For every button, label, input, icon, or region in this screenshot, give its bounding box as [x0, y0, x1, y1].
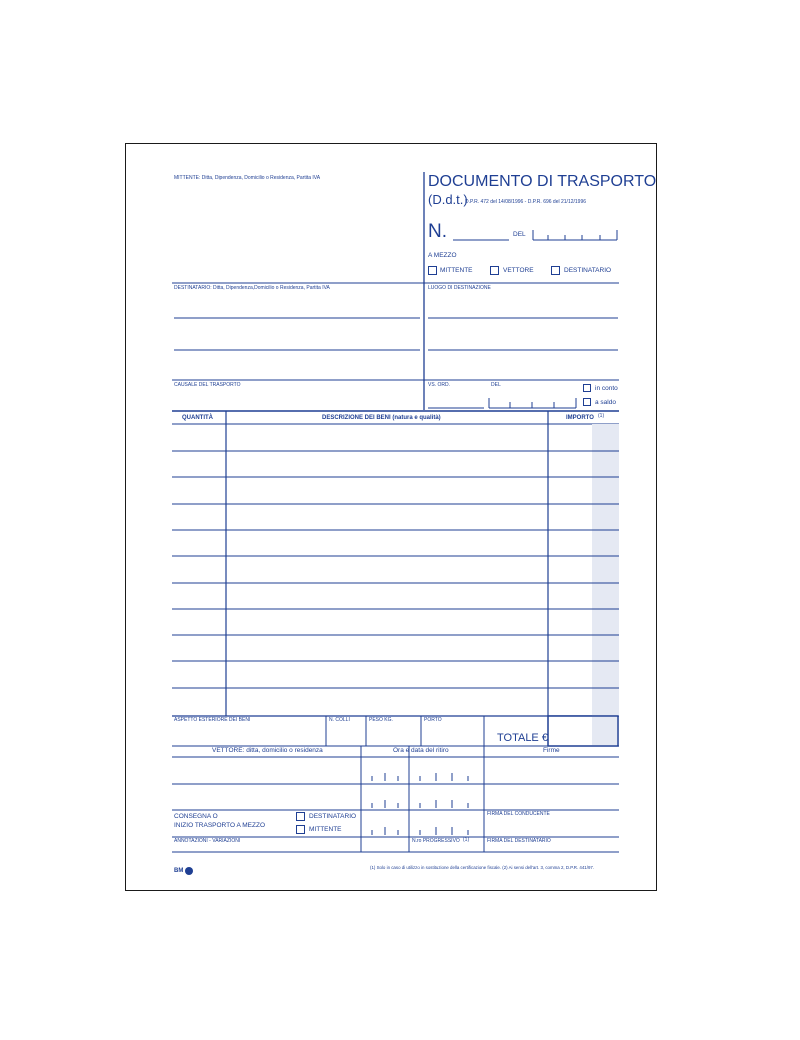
delivery-label-line2: INIZIO TRASPORTO A MEZZO: [174, 822, 266, 829]
recipient-signature-label: FIRMA DEL DESTINATARIO: [487, 838, 551, 844]
progressive-label: N.ro PROGRESSIVO: [412, 838, 460, 844]
checkbox-destinatario[interactable]: [551, 266, 560, 275]
checkbox-a-saldo[interactable]: [583, 398, 591, 406]
brand-logo: BM: [174, 868, 184, 874]
progressive-note: (1): [463, 837, 470, 843]
option-mittente: MITTENTE: [440, 267, 473, 274]
footnote: (1) Solo in caso di utilizzo in sostituzione della certificazione fiscale. (2) Ai sensi dell'art. 3, comma 2, D.P.R. 441/97.: [370, 865, 595, 870]
checkbox-in-conto[interactable]: [583, 384, 591, 392]
option-destinatario: DESTINATARIO: [564, 267, 612, 274]
reason-label: CAUSALE DEL TRASPORTO: [174, 382, 241, 388]
checkbox-vettore[interactable]: [490, 266, 499, 275]
notes-label: ANNOTAZIONI - VARIAZIONI: [174, 838, 241, 844]
sender-label: MITTENTE: Ditta, Dipendenza, Domicilio o Residenza, Partita IVA: [174, 175, 321, 181]
pickup-label: Ora e data del ritiro: [393, 747, 449, 754]
recipient-label: DESTINATARIO: Ditta, Dipendenza,Domicilio o Residenza, Partita IVA: [174, 285, 330, 291]
delivery-option-mittente: MITTENTE: [309, 826, 342, 833]
ddt-subtitle: (D.d.t.): [428, 192, 468, 207]
number-label: N.: [428, 221, 447, 242]
col-amount-note: (1): [598, 413, 605, 419]
decree-reference: D.P.R. 472 del 14/08/1996 - D.P.R. 696 del 21/12/1996: [465, 199, 587, 205]
order-ref-label: VS. ORD.: [428, 382, 450, 388]
total-label: TOTALE €: [497, 732, 548, 744]
option-in-conto: in conto: [595, 385, 618, 392]
delivery-label-line1: CONSEGNA O: [174, 813, 218, 820]
port-label: PORTO: [424, 717, 442, 723]
destination-label: LUOGO DI DESTINAZIONE: [428, 285, 491, 291]
col-description: DESCRIZIONE DEI BENI (natura e qualità): [322, 415, 441, 421]
carrier-label: VETTORE: ditta, domicilio o residenza: [212, 747, 323, 754]
col-quantity: QUANTITÀ: [182, 415, 213, 421]
appearance-label: ASPETTO ESTERIORE DEI BENI: [174, 717, 251, 723]
date-label: DEL: [513, 231, 526, 238]
order-date-label: DEL: [491, 382, 501, 388]
col-amount: IMPORTO: [566, 415, 594, 421]
document-title: DOCUMENTO DI TRASPORTO: [428, 173, 657, 190]
option-a-saldo: a saldo: [595, 399, 616, 406]
signatures-label: Firme: [543, 747, 560, 754]
checkbox-delivery-destinatario[interactable]: [296, 812, 305, 821]
checkbox-delivery-mittente[interactable]: [296, 825, 305, 834]
transport-by-label: A MEZZO: [428, 252, 457, 259]
weight-label: PESO KG.: [369, 717, 393, 723]
delivery-option-destinatario: DESTINATARIO: [309, 813, 357, 820]
driver-signature-label: FIRMA DEL CONDUCENTE: [487, 811, 550, 817]
option-vettore: VETTORE: [503, 267, 534, 274]
checkbox-mittente[interactable]: [428, 266, 437, 275]
packages-label: N. COLLI: [329, 717, 350, 723]
